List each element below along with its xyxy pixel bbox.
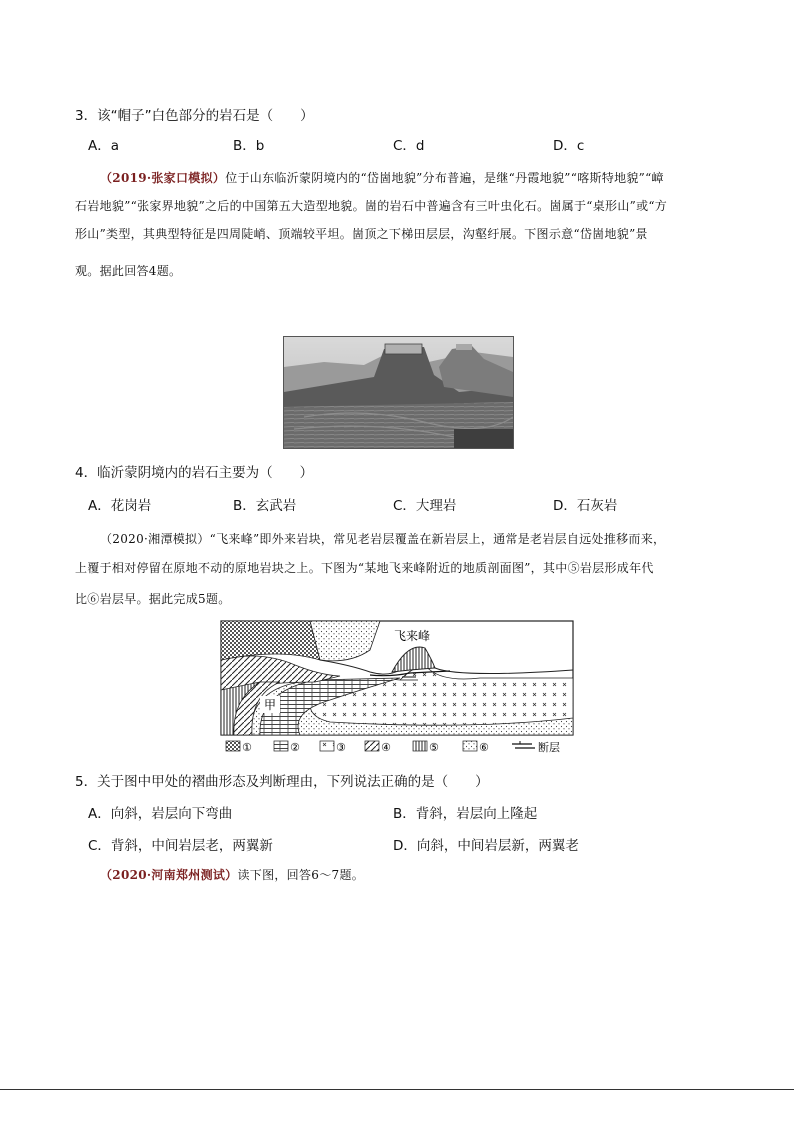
cross-section-svg [220, 620, 574, 760]
question-4-stem: 4．临沂蒙阴境内的岩石主要为（ ） [75, 465, 314, 481]
q5-option-b: B．背斜，岩层向上隆起 [393, 806, 538, 822]
footer-rule [0, 1089, 794, 1090]
passage-2-line-2: 上覆于相对停留在原地不动的原地岩块之上。下图为“某地飞来峰附近的地质剖面图”，其中⑤岩层形成年代 [75, 561, 654, 575]
q3-option-a: A．a [88, 138, 120, 154]
q3-option-c: C．d [393, 138, 425, 154]
q4-option-d: D．石灰岩 [553, 498, 618, 514]
landscape-illustration [284, 337, 513, 448]
passage-1-line-2: 石岩地貌”“张家界地貌”之后的中国第五大造型地貌。崮的岩石中普遍含有三叶虫化石。崮属于“桌形山”或“方 [75, 199, 668, 213]
peak-label: 飞来峰 [393, 629, 431, 643]
q5-option-d: D．向斜，中间岩层新，两翼老 [393, 838, 579, 854]
passage-1-source: （2019·张家口模拟） [100, 171, 226, 185]
q3-option-d: D．c [553, 138, 585, 154]
legend [226, 740, 560, 754]
q5-option-a: A．向斜，岩层向下弯曲 [88, 806, 233, 822]
question-5-stem: 5．关于图中甲处的褶曲形态及判断理由，下列说法正确的是（ ） [75, 774, 489, 790]
passage-2-line-1: （2020·湘潭模拟）“飞来峰”即外来岩块，常见老岩层覆盖在新岩层上，通常是老岩层自远处推移而来， [100, 532, 666, 546]
q4-option-c: C．大理岩 [393, 498, 457, 514]
legend-1: ① [242, 741, 252, 754]
q4-option-a: A．花岗岩 [88, 498, 152, 514]
passage-1-line-1 [100, 169, 664, 186]
passage-2-line-3: 比⑥岩层早。据此完成5题。 [75, 592, 231, 606]
fault-symbol-icon [512, 741, 535, 748]
legend-2: ② [290, 741, 300, 754]
daigu-landform-photo [283, 336, 514, 449]
passage-3-text: 读下图，回答6～7题。 [237, 868, 365, 882]
question-3-stem: 3．该“帽子”白色部分的岩石是（ ） [75, 108, 314, 124]
geologic-cross-section [220, 620, 574, 760]
passage-1-line-3: 形山”类型，其典型特征是四周陡峭、顶端较平坦。崮顶之下梯田层层，沟壑纡展。下图示意“岱崮地貌”景 [75, 227, 648, 241]
passage-3-source: （2020·河南郑州测试） [100, 868, 238, 882]
legend-3: ③ [336, 741, 346, 754]
q5-option-c: C．背斜，中间岩层老，两翼新 [88, 838, 273, 854]
jia-label: 甲 [263, 698, 277, 712]
legend-6: ⑥ [479, 741, 489, 754]
legend-4: ④ [381, 741, 391, 754]
legend-fault: 断层 [538, 741, 560, 754]
passage-1-text-1: 位于山东临沂蒙阴境内的“岱崮地貌”分布普遍，是继“丹霞地貌”“喀斯特地貌”“嶂 [225, 171, 664, 185]
passage-3 [100, 866, 364, 883]
q3-option-b: B．b [233, 138, 265, 154]
passage-1-line-4: 观。据此回答4题。 [75, 264, 182, 278]
q4-option-b: B．玄武岩 [233, 498, 297, 514]
legend-5: ⑤ [429, 741, 439, 754]
